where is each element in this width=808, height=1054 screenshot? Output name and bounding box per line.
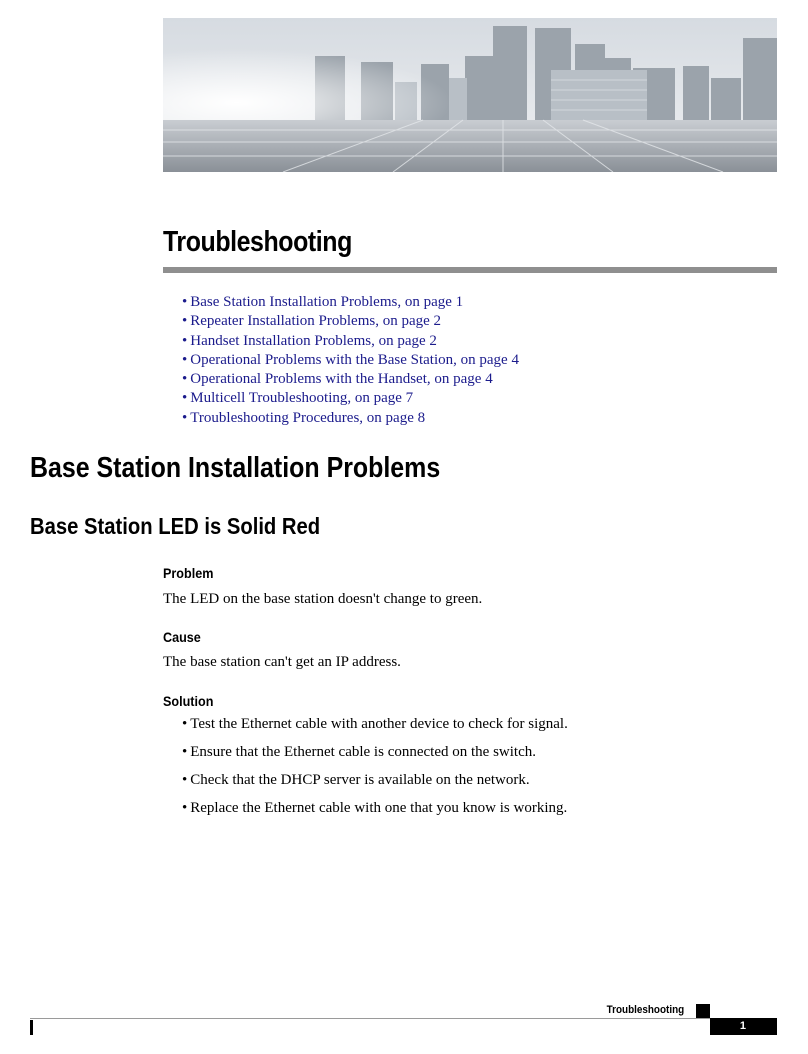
chapter-title: Troubleshooting	[163, 226, 352, 258]
solution-item	[182, 716, 568, 744]
solution-list	[182, 716, 568, 828]
title-rule	[163, 267, 777, 273]
solution-item	[182, 800, 568, 828]
solution-item	[182, 744, 568, 772]
bullet: •	[182, 371, 188, 388]
toc-link[interactable]: Handset Installation Problems, on page 2	[190, 332, 437, 349]
city-skyline-illustration	[163, 18, 777, 172]
toc-item	[182, 409, 519, 428]
solution-label: Solution	[163, 693, 214, 709]
problem-text: The LED on the base station doesn't change to green.	[163, 591, 483, 607]
bullet: •	[182, 409, 188, 426]
footer-marker	[696, 1004, 710, 1018]
toc-item	[182, 332, 519, 351]
toc-item	[182, 389, 519, 408]
bullet: •	[182, 313, 188, 330]
section-heading: Base Station Installation Problems	[30, 452, 441, 484]
cause-label: Cause	[163, 629, 201, 645]
bullet: •	[182, 800, 188, 816]
toc-link[interactable]: Base Station Installation Problems, on page 1	[190, 294, 464, 310]
solution-item	[182, 772, 568, 800]
bullet: •	[182, 351, 188, 368]
toc-item	[182, 312, 519, 331]
solution-text: Test the Ethernet cable with another device to check for signal.	[190, 716, 568, 732]
toc-link[interactable]: Repeater Installation Problems, on page 2	[190, 313, 442, 330]
toc-link[interactable]: Operational Problems with the Handset, on page 4	[190, 371, 493, 388]
footer-tick	[30, 1020, 33, 1035]
toc-item	[182, 370, 519, 389]
toc-item	[182, 293, 519, 312]
bullet: •	[182, 332, 188, 349]
header-banner-image	[163, 18, 777, 172]
solution-text: Ensure that the Ethernet cable is connected on the switch.	[190, 744, 536, 760]
subsection-heading: Base Station LED is Solid Red	[30, 513, 321, 539]
solution-text: Replace the Ethernet cable with one that you know is working.	[190, 800, 568, 816]
toc-link[interactable]: Multicell Troubleshooting, on page 7	[190, 390, 414, 407]
problem-label: Problem	[163, 565, 214, 581]
toc-link[interactable]: Operational Problems with the Base Station, on page 4	[190, 351, 519, 368]
solution-text: Check that the DHCP server is available on the network.	[190, 772, 530, 788]
footer-chapter-label: Troubleshooting	[606, 1004, 684, 1016]
bullet: •	[182, 716, 188, 732]
cause-text: The base station can't get an IP address.	[163, 654, 401, 670]
toc-item	[182, 351, 519, 370]
chapter-toc	[182, 293, 519, 428]
toc-link[interactable]: Troubleshooting Procedures, on page 8	[190, 409, 426, 426]
bullet: •	[182, 390, 188, 407]
page-number: 1	[710, 1018, 777, 1035]
bullet: •	[182, 772, 188, 788]
bullet: •	[182, 294, 188, 310]
footer-rule	[30, 1018, 710, 1019]
bullet: •	[182, 744, 188, 760]
